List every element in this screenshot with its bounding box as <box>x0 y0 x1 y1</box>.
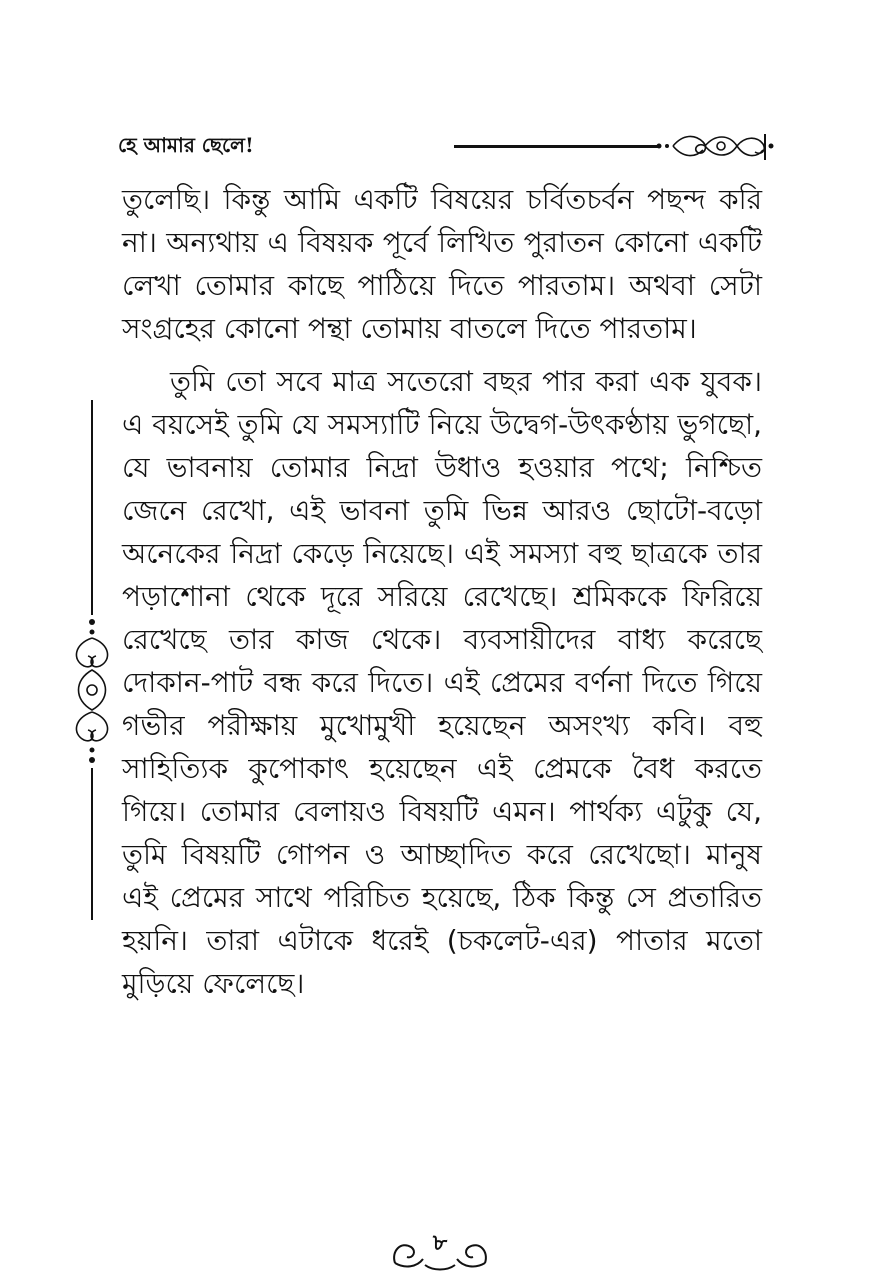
page-folio <box>385 1225 495 1271</box>
running-header <box>118 130 778 174</box>
paragraph: তুলেছি। কিন্তু আমি একটি বিষয়ের চর্বিতচর্বন পছন্দ করি না। অন্যথায় এ বিষয়ক পূর্বে লিখিত পুরাতন কোনো একটি লেখা তোমার কাছে পাঠিয়ে দিতে পারতাম। অথবা সেটা সংগ্রহের কোনো পন্থা তোমায় বাতলে দিতে পারতাম। <box>122 183 762 345</box>
paragraph: তুমি তো সবে মাত্র সতেরো বছর পার করা এক যুবক। এ বয়সেই তুমি যে সমস্যাটি নিয়ে উদ্বেগ-উৎকণ্ঠায় ভুগছো, যে ভাবনায় তোমার নিদ্রা উধাও হওয়ার পথে; নিশ্চিত জেনে রেখো, এই ভাবনা তুমি ভিন্ন আরও ছোটো-বড়ো অনেকের নিদ্রা কেড়ে নিয়েছে। এই সমস্যা বহু ছাত্রকে তার পড়াশোনা থেকে দূরে সরিয়ে রেখেছে। শ্রমিককে ফিরিয়ে রেখেছে তার কাজ থেকে। ব্যবসায়ীদের বাধ্য করেছে দোকান-পাট বন্ধ করে দিতে। এই প্রেমের বর্ণনা দিতে গিয়ে গভীর পরীক্ষায় মুখোমুখী হয়েছেন অসংখ্য কবি। বহু সাহিত্যিক কুপোকাৎ হয়েছেন এই প্রেমকে বৈধ করতে গিয়ে। তোমার বেলায়ও বিষয়টি এমন। পার্থক্য এটুকু যে, তুমি বিষয়টি গোপন ও আচ্ছাদিত করে রেখেছো। মানুষ এই প্রেমের সাথে পরিচিত হয়েছে, ঠিক কিন্তু সে প্রতারিত হয়নি। তারা এটাকে ধরেই (চকলেট-এর) পাতার মতো মুড়িয়ে ফেলেছে। <box>122 365 762 1000</box>
chapter-title: হে আমার ছেলে! <box>118 133 254 157</box>
header-rule <box>454 145 659 148</box>
scroll-flourish-icon <box>653 130 778 166</box>
page-number: ৮ <box>432 1231 448 1256</box>
body-text <box>122 178 762 1005</box>
vertical-flourish-icon <box>60 400 120 920</box>
